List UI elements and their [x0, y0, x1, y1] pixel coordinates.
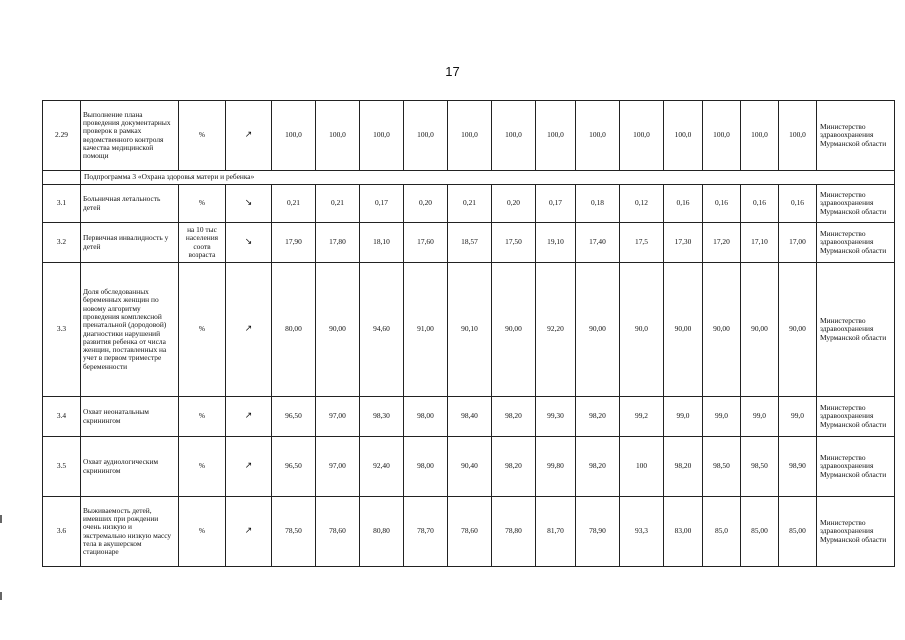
unit-cell: на 10 тыс населения соотв возраста	[179, 223, 226, 263]
trend-arrow-icon: ↗	[226, 437, 272, 497]
row-number: 3.1	[43, 185, 81, 223]
value-cell: 91,00	[404, 263, 448, 397]
value-cell: 85,00	[779, 497, 817, 567]
value-cell: 98,50	[703, 437, 741, 497]
value-cell: 98,40	[448, 397, 492, 437]
indicator-name: Выживаемость детей, имевших при рождении очень низкую и экстремально низкую массу тела в акушерском стационаре	[81, 497, 179, 567]
indicator-name: Выполнение плана проведения документарных проверок в рамках ведомственного контроля качества медицинской помощи	[81, 101, 179, 171]
row-number: 3.5	[43, 437, 81, 497]
value-cell: 80,00	[272, 263, 316, 397]
subprogram-header-row	[43, 171, 895, 185]
row-number: 3.6	[43, 497, 81, 567]
responsible-ministry: Министерство здравоохранения Мурманской области	[817, 101, 895, 171]
page-number: 17	[445, 64, 460, 79]
value-cell: 98,20	[664, 437, 703, 497]
table-row	[43, 497, 895, 567]
unit-cell: %	[179, 263, 226, 397]
trend-arrow-icon: ↘	[226, 223, 272, 263]
value-cell: 18,10	[360, 223, 404, 263]
value-cell: 99,0	[741, 397, 779, 437]
subprogram-title: Подпрограмма 3 «Охрана здоровья матери и ребенка»	[81, 171, 895, 185]
value-cell: 100,0	[272, 101, 316, 171]
responsible-ministry: Министерство здравоохранения Мурманской области	[817, 437, 895, 497]
value-cell: 80,80	[360, 497, 404, 567]
value-cell: 98,20	[576, 397, 620, 437]
value-cell: 0,16	[703, 185, 741, 223]
value-cell: 78,70	[404, 497, 448, 567]
value-cell: 0,16	[779, 185, 817, 223]
value-cell: 0,16	[664, 185, 703, 223]
value-cell: 17,5	[620, 223, 664, 263]
responsible-ministry: Министерство здравоохранения Мурманской области	[817, 497, 895, 567]
value-cell: 0,20	[492, 185, 536, 223]
scan-edge-mark	[0, 592, 2, 600]
trend-arrow-icon: ↗	[226, 263, 272, 397]
indicator-name: Охват неонатальным скринингом	[81, 397, 179, 437]
table-row	[43, 223, 895, 263]
value-cell: 90,00	[741, 263, 779, 397]
row-number: 3.3	[43, 263, 81, 397]
table-row	[43, 397, 895, 437]
row-number: 3.2	[43, 223, 81, 263]
value-cell: 96,50	[272, 397, 316, 437]
value-cell: 92,20	[536, 263, 576, 397]
indicator-name: Охват аудиологическим скринингом	[81, 437, 179, 497]
value-cell: 100,0	[576, 101, 620, 171]
value-cell: 0,21	[448, 185, 492, 223]
value-cell: 90,00	[779, 263, 817, 397]
value-cell: 17,90	[272, 223, 316, 263]
value-cell: 93,3	[620, 497, 664, 567]
value-cell: 98,90	[779, 437, 817, 497]
value-cell: 98,20	[576, 437, 620, 497]
value-cell: 17,10	[741, 223, 779, 263]
value-cell: 0,12	[620, 185, 664, 223]
value-cell: 94,60	[360, 263, 404, 397]
value-cell: 100,0	[536, 101, 576, 171]
value-cell: 92,40	[360, 437, 404, 497]
table-row	[43, 437, 895, 497]
trend-arrow-icon: ↗	[226, 101, 272, 171]
value-cell: 99,0	[779, 397, 817, 437]
value-cell: 78,80	[492, 497, 536, 567]
value-cell: 0,21	[316, 185, 360, 223]
value-cell: 17,80	[316, 223, 360, 263]
value-cell: 98,00	[404, 437, 448, 497]
indicator-name: Больничная летальность детей	[81, 185, 179, 223]
table-row	[43, 263, 895, 397]
row-number	[43, 171, 81, 185]
value-cell: 78,60	[448, 497, 492, 567]
value-cell: 100,0	[404, 101, 448, 171]
value-cell: 97,00	[316, 437, 360, 497]
value-cell: 99,0	[664, 397, 703, 437]
value-cell: 85,00	[741, 497, 779, 567]
trend-arrow-icon: ↗	[226, 397, 272, 437]
value-cell: 99,0	[703, 397, 741, 437]
value-cell: 100,0	[703, 101, 741, 171]
value-cell: 0,18	[576, 185, 620, 223]
responsible-ministry: Министерство здравоохранения Мурманской области	[817, 223, 895, 263]
value-cell: 90,00	[703, 263, 741, 397]
value-cell: 19,10	[536, 223, 576, 263]
unit-cell: %	[179, 397, 226, 437]
table-row	[43, 101, 895, 171]
indicator-name: Доля обследованных беременных женщин по новому алгоритму проведения комплексной пренатальной (дородовой) диагностики нарушений развития ребенка от числа женщин, поставленных на учет в первом триместре беременности	[81, 263, 179, 397]
value-cell: 85,0	[703, 497, 741, 567]
row-number: 3.4	[43, 397, 81, 437]
value-cell: 100,0	[316, 101, 360, 171]
value-cell: 17,40	[576, 223, 620, 263]
scan-edge-mark	[0, 515, 2, 523]
value-cell: 78,90	[576, 497, 620, 567]
value-cell: 90,00	[492, 263, 536, 397]
value-cell: 98,50	[741, 437, 779, 497]
value-cell: 78,60	[316, 497, 360, 567]
unit-cell: %	[179, 185, 226, 223]
value-cell: 0,17	[360, 185, 404, 223]
row-number: 2.29	[43, 101, 81, 171]
value-cell: 99,30	[536, 397, 576, 437]
value-cell: 0,16	[741, 185, 779, 223]
value-cell: 100,0	[741, 101, 779, 171]
unit-cell: %	[179, 437, 226, 497]
value-cell: 100,0	[448, 101, 492, 171]
value-cell: 99,80	[536, 437, 576, 497]
value-cell: 90,00	[316, 263, 360, 397]
indicator-name: Первичная инвалидность у детей	[81, 223, 179, 263]
value-cell: 83,00	[664, 497, 703, 567]
value-cell: 96,50	[272, 437, 316, 497]
value-cell: 17,30	[664, 223, 703, 263]
value-cell: 81,70	[536, 497, 576, 567]
indicator-table	[42, 100, 895, 567]
value-cell: 0,21	[272, 185, 316, 223]
unit-cell: %	[179, 101, 226, 171]
trend-arrow-icon: ↗	[226, 497, 272, 567]
value-cell: 90,0	[620, 263, 664, 397]
value-cell: 90,00	[664, 263, 703, 397]
value-cell: 99,2	[620, 397, 664, 437]
value-cell: 100,0	[492, 101, 536, 171]
responsible-ministry: Министерство здравоохранения Мурманской области	[817, 185, 895, 223]
value-cell: 100,0	[779, 101, 817, 171]
value-cell: 100,0	[620, 101, 664, 171]
value-cell: 18,57	[448, 223, 492, 263]
value-cell: 90,00	[576, 263, 620, 397]
value-cell: 100,0	[360, 101, 404, 171]
value-cell: 17,60	[404, 223, 448, 263]
value-cell: 0,20	[404, 185, 448, 223]
value-cell: 17,00	[779, 223, 817, 263]
unit-cell: %	[179, 497, 226, 567]
value-cell: 100	[620, 437, 664, 497]
value-cell: 78,50	[272, 497, 316, 567]
value-cell: 17,20	[703, 223, 741, 263]
responsible-ministry: Министерство здравоохранения Мурманской области	[817, 397, 895, 437]
value-cell: 97,00	[316, 397, 360, 437]
value-cell: 98,20	[492, 437, 536, 497]
value-cell: 17,50	[492, 223, 536, 263]
value-cell: 98,20	[492, 397, 536, 437]
value-cell: 0,17	[536, 185, 576, 223]
value-cell: 98,00	[404, 397, 448, 437]
trend-arrow-icon: ↘	[226, 185, 272, 223]
value-cell: 98,30	[360, 397, 404, 437]
value-cell: 100,0	[664, 101, 703, 171]
responsible-ministry: Министерство здравоохранения Мурманской области	[817, 263, 895, 397]
table-row	[43, 185, 895, 223]
value-cell: 90,10	[448, 263, 492, 397]
value-cell: 90,40	[448, 437, 492, 497]
